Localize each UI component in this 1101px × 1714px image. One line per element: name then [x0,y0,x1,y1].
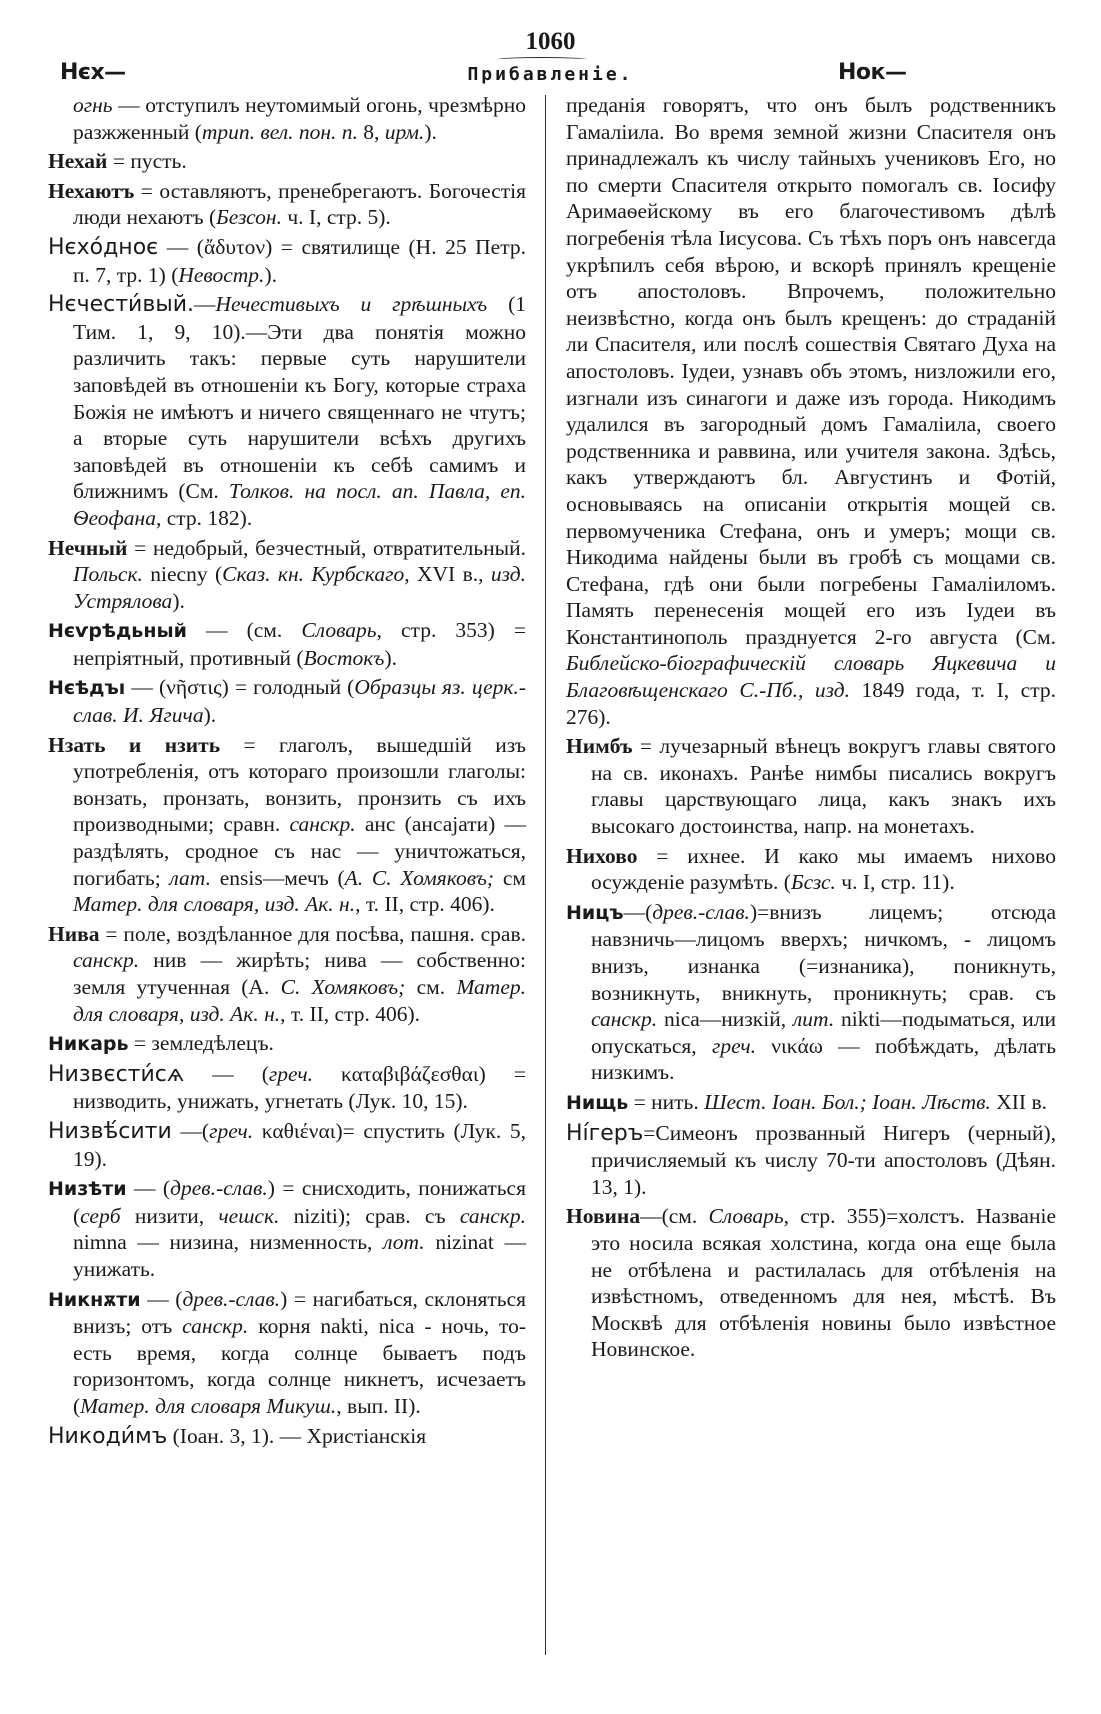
entry-text: —(см. [640,1204,709,1229]
entry-citation: Безсон. [216,205,282,230]
entry-headword: Нимбъ [566,734,633,759]
dictionary-entry [566,843,1056,896]
running-head-right: Нок— [838,60,907,85]
dictionary-entry [48,921,526,1027]
entry-citation: санскр. [289,812,356,837]
entry-text: корня nakti, nica - ночь, то-есть время, когда солнце бываетъ подъ горизонтомъ, когда солнце никнетъ, исчезаетъ ( [73,1314,527,1418]
dictionary-entry [566,1120,1056,1201]
entry-text: (Іоан. 3, 1). — Христіанскія [167,1423,427,1448]
entry-citation: Нечестивыхъ и грѣшныхъ [215,292,488,317]
entry-citation: Невостр. [178,262,265,287]
entry-headword: Нечный [48,535,128,560]
dictionary-entry [48,1286,526,1420]
page-number-underline [497,57,587,62]
entry-text: , вып. II). [336,1393,421,1418]
entry-headword: Нєѵрѣдьный [48,620,187,643]
entry-text: ensis—мечъ ( [210,865,345,890]
entry-text: = глаголъ, вышедшій изъ употребленія, отъ котораго произошли глаголы: вонзать, пронзать, вонзить, пронзить съ ихъ производными; сравн. [73,732,526,837]
entry-citation: санскр. [73,948,140,973]
dictionary-entry [48,178,526,231]
entry-headword: Низвѣ́сити [48,1118,172,1144]
entry-text: —( [623,899,653,924]
entry-citation: Матер. для словаря, изд. Ак. н. [73,975,526,1026]
entry-headword: Ні́геръ [566,1120,644,1146]
dictionary-entry [48,1061,526,1115]
entry-citation: санскр. [459,1203,526,1228]
entry-continuation [566,92,1056,730]
entry-headword: Нехай [48,149,108,174]
entry-text: )=внизъ лицемъ; отсюда навзничь—лицомъ вверхъ; ничкомъ, - лицомъ внизъ, изнанка (=изнаника), поникнуть, возникнуть, вникнуть, проникнуть; срав. съ [591,899,1056,1005]
entry-text: — (ἄδυτον) = святилище (Н. 25 Петр. п. 7, тр. 1) ( [73,234,526,287]
entry-headword: Нєчести́вый. [48,292,194,318]
entry-text: — (см. [186,618,302,643]
entry-headword: Нзать и нзить [48,732,221,757]
entry-text: ). [203,703,217,728]
entry-text: — [194,292,216,317]
entry-text: 1849 года, т. I, стр. 276). [566,678,1056,729]
entry-text: = земледѣлецъ. [128,1031,274,1056]
entry-headword: Никоди́мъ [48,1423,168,1449]
entry-citation: А. С. Хомяковъ; [344,865,495,890]
entry-text: nimna — низина, низменность, [73,1230,384,1255]
entry-citation: Образцы яз. церк.-слав. И. Ягича [73,675,526,728]
entry-text: — ( [184,1061,269,1086]
entry-text: (1 Тим. 1, 9, 10).—Эти два понятія можно различить такъ: первые суть нарушители заповѣдей въ отношеніи къ Богу, которые страха Божія не имѣютъ и ничего священнаго не чтутъ; а вторые суть нарушители всѣхъ другихъ заповѣдей въ отношеніи къ себѣ самимъ и ближнимъ (См. [73,292,526,504]
entry-headword: Никнѫти [48,1288,141,1311]
entry-text: nica—низкій, [657,1007,793,1032]
entry-text: , т. II, стр. 406). [355,892,495,917]
entry-text: ). [172,588,185,613]
dictionary-entry [48,1118,526,1172]
entry-citation: Сказ. кн. Курбскаго [222,562,405,587]
entry-text: нив — жирѣть; нива — собственно: земля утученная (А. [73,948,526,999]
entry-headword: Низѣти [48,1178,127,1201]
dictionary-entry [48,1423,526,1451]
entry-text: 8, [357,119,385,144]
entry-text: — ( [140,1286,183,1311]
entry-text: = лучезарный вѣнецъ вокругъ главы святого на св. иконахъ. Ранѣе нимбы писались вокругъ главы царствующаго лица, какъ знакъ ихъ высокаго достоинства, напр. на монетахъ. [591,734,1056,839]
entry-text: ) = нагибаться, склоняться внизъ; отъ [73,1286,526,1339]
entry-text: , стр. 182). [155,505,253,530]
left-column [48,92,526,1453]
entry-citation: Матер. для словаря, изд. Ак. н. [73,892,356,917]
entry-citation: Словарь [708,1204,784,1229]
dictionary-entry [48,234,526,288]
running-head-title: Прибавленіе. [467,64,634,85]
entry-text: ). [424,119,437,144]
entry-text: = ихнее. И како мы имаемъ нихово осужденіе разумѣть. ( [591,843,1056,895]
entry-text: анс (ансаjати) — раздѣлять, сродное съ нас — уничтожаться, погибать; [73,812,526,890]
entry-text: — (νῆστις) = голодный ( [125,675,355,700]
entry-citation: Толков. на посл. ап. Павла, еп. Ѳеофана [73,479,526,530]
entry-text: ) = снисходить, понижаться ( [73,1176,526,1228]
entry-citation: санскр. [591,1007,658,1032]
entry-text: nizinat — унижать. [73,1230,526,1281]
entry-citation: Библейско-біографическій словарь Яцкевича и Благовѣщенскаго С.-Пб., изд. [566,651,1056,703]
entry-headword: Нєхо́дноє [48,234,159,260]
entry-citation: древ.-слав. [170,1176,268,1201]
entry-citation: древ.-слав. [182,1286,281,1311]
entry-headword: Низвєсти́сѧ [48,1061,185,1087]
entry-text: — ( [126,1176,171,1201]
dictionary-entry [48,535,526,615]
entry-citation: трип. вел. пон. п. [201,119,358,144]
entry-text: niziti); срав. съ [279,1203,460,1228]
entry-citation: огнь [73,93,113,117]
entry-text: ч. I, стр. 5). [281,205,391,230]
entry-text: XII в. [990,1089,1047,1114]
running-head-left: Нєх— [60,60,126,85]
entry-citation: санскр. [182,1314,249,1339]
entry-text: , стр. 355)=холстъ. Названіе это носила всякая холстина, когда она еще была не отбѣлена и растилалась для отбѣленія на извѣстномъ, отведенномъ для нея, мѣстѣ. Въ Москвѣ для отбѣленія новины было извѣстное Новинское. [591,1204,1056,1362]
right-column [566,92,1056,1366]
dictionary-entry [48,1030,526,1058]
entry-citation: лит. [792,1007,835,1032]
page-number: 1060 [525,28,576,55]
entry-citation: С. Хомяковъ; [280,975,406,999]
entry-citation: лат. [169,865,211,890]
dictionary-entry [566,733,1056,839]
entry-text: = пусть. [107,149,187,174]
entry-citation: изд. Устрялова [73,562,526,613]
entry-text: —( [171,1118,210,1143]
entry-citation: ирм. [384,119,425,144]
dictionary-entry [48,1175,526,1282]
entry-citation: Шест. Іоан. Бол.; Іоан. Лѣств. [704,1089,991,1114]
entry-citation: серб [80,1203,121,1228]
entry-citation: греч. [711,1033,756,1058]
entry-headword: Новина [566,1204,641,1229]
entry-citation: Матер. для словаря Микуш. [80,1393,337,1418]
dictionary-entry [48,732,526,918]
dictionary-entry [48,291,526,531]
entry-text: = поле, воздѣланное для посѣва, пашня. срав. [99,921,526,946]
entry-text: νικάω — побѣждать, дѣлать низкимъ. [591,1033,1056,1085]
dictionary-entry [48,617,526,671]
dictionary-entry [566,1089,1056,1117]
entry-citation: древ.-слав. [652,899,750,924]
entry-text: καθιέναι)= спустить (Лук. 5, 19). [73,1118,526,1171]
entry-text: низити, [120,1203,219,1228]
entry-text: ч. I, стр. 11). [835,870,955,895]
entry-text: = недобрый, безчестный, отвратительный. [127,535,526,560]
entry-headword: Нищь [566,1091,629,1114]
entry-text: καταβιβάζεσθαι) = низводить, унижать, угнетать (Лук. 10, 15). [73,1061,526,1114]
entry-text: , стр. 353) = непріятный, противный ( [73,618,526,670]
entry-citation: Востокъ [303,645,385,670]
entry-citation: чешск. [218,1203,280,1228]
entry-citation: греч. [268,1061,313,1086]
entry-headword: Нехаютъ [48,178,135,203]
entry-headword: Ницъ [566,901,624,924]
entry-citation: Польск. [73,562,143,587]
entry-text: , XVI в., [404,562,491,587]
entry-text: см. [405,975,457,999]
entry-headword: Нива [48,921,100,946]
entry-text: nikti—подыматься, или опускаться, [591,1007,1056,1058]
entry-text: =Симеонъ прозванный Нигеръ (черный), причисляемый къ числу 70-ти апостоловъ (Дѣян. 13, 1). [591,1120,1056,1199]
entry-headword: Нєѣдъı [48,677,126,700]
dictionary-entry [566,1203,1056,1363]
entry-citation: греч. [209,1118,254,1143]
entry-text: = оставляютъ, пренебрегаютъ. Богочестія люди нехаютъ ( [73,178,526,230]
column-divider [545,95,546,1655]
entry-text: преданія говорятъ, что онъ былъ родственникъ Гамаліила. Во время земной жизни Спасителя онъ принадлежалъ къ числу тайныхъ учениковъ Его, но по смерти Спасителя открыто помогалъ св. Іосифу Аримаѳейскому въ его благочестивомъ дѣлѣ погребенія тѣла Іисусова. Съ тѣхъ поръ онъ навсегда укрѣпилъ себя вѣрою, и вскорѣ принялъ крещеніе отъ апостоловъ. Впрочемъ, положительно неизвѣстно, когда онъ былъ крещенъ: до страданій ли Спасителя, или послѣ сошествія Святаго Духа на апостоловъ. Іудеи, узнавъ объ этомъ, низложили его, изгнали изъ синагоги и даже изъ города. Никодимъ удалился въ загородный домъ Гамаліила, своего родственника и раввина, или учителя закона. Здѣсь, какъ утверждаютъ бл. Августинъ и Фотій, основываясь на описаніи открытія мощей св. первомученика Стефана, онъ и умеръ; мощи св. Никодима найдены были въ гробѣ съ мощами св. Стефана, гдѣ они были погребены Гамаліиломъ. Память перенесенія мощей его изъ Іудеи въ Константинополь празднуется 2-го августа (См. [566,93,1056,649]
entry-text: = нить. [628,1089,705,1114]
entry-text: , т. II, стр. 406). [280,1001,421,1026]
entry-headword: Никарь [48,1033,129,1056]
entry-text: — отступилъ неутомимый огонь, чрезмѣрно разжженный ( [73,93,526,144]
entry-citation: Словарь [301,618,377,643]
entry-headword: Нихово [566,843,638,868]
entry-text: ). [384,645,398,670]
dictionary-entry [48,148,526,175]
entry-citation: лот. [383,1230,425,1255]
entry-text: niecny ( [142,562,223,587]
dictionary-entry [48,674,526,728]
entry-text: см [494,865,526,890]
entry-text: ). [264,262,277,287]
entry-continuation [48,92,526,145]
dictionary-entry [566,899,1056,1086]
entry-citation: Бсзс. [790,870,836,895]
